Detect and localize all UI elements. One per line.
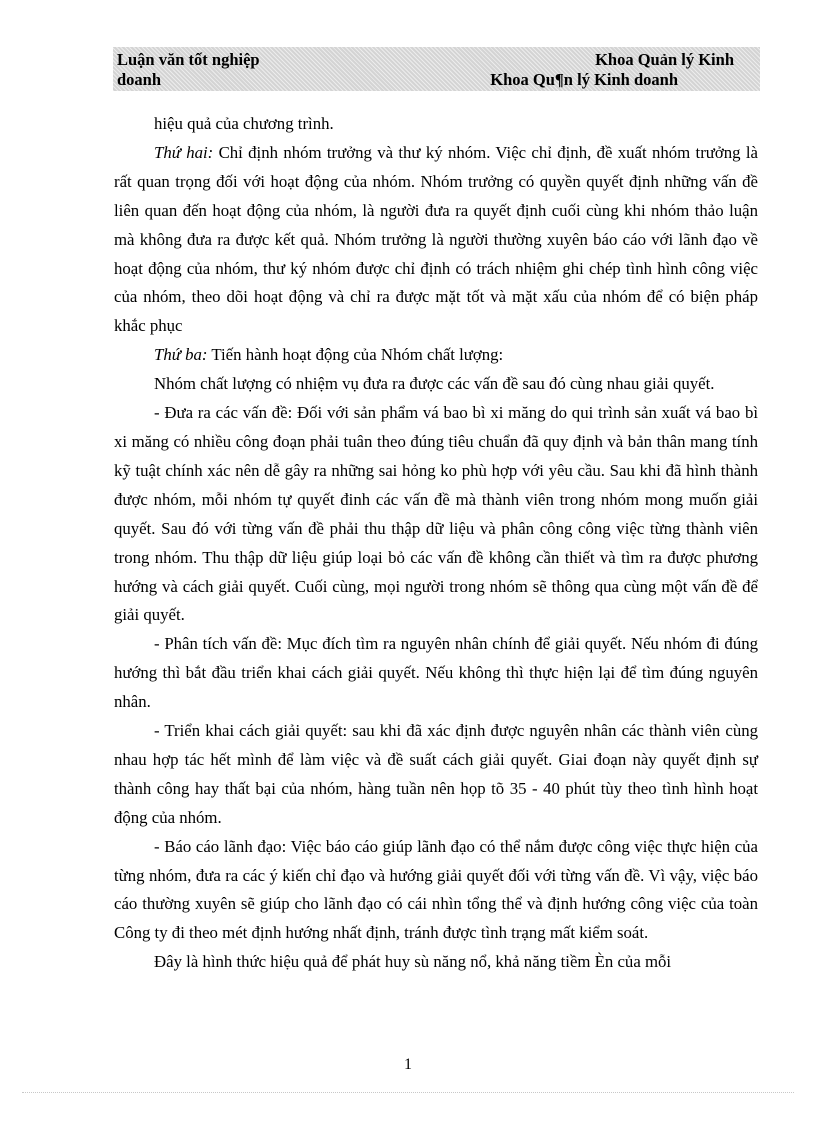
- page-number: 1: [404, 1056, 412, 1073]
- header-line-1: [117, 49, 756, 70]
- paragraph-intro-continuation: hiệu quả của chương trình.: [154, 114, 334, 133]
- paragraph-second-step: [114, 139, 758, 341]
- running-header: [113, 47, 760, 91]
- paragraph-second-text: Chỉ định nhóm trưởng và thư ký nhóm. Việc chỉ định, đề xuất nhóm trưởng là rất quan trọng đối với hoạt động của nhóm. Nhóm trưởng có quyền quyết định những vấn đề liên quan đến hoạt động của nhóm, là người đưa ra quyết định cuối cùng khi nhóm thảo luận mà không đưa ra được kết quả. Nhóm trưởng là người thường xuyên báo cáo với lãnh đạo về hoạt động của nhóm, thư ký nhóm được chỉ định có trách nhiệm ghi chép tình hình công việc của nhóm, theo dõi hoạt động và chỉ ra được mặt tốt và mặt xấu của nhóm để có biện pháp khắc phục: [114, 142, 758, 336]
- paragraph-quality-group-duty: Nhóm chất lượng có nhiệm vụ đưa ra được các vấn đề sau đó cùng nhau giải quyết.: [154, 374, 715, 394]
- paragraph-report-leadership: - Báo cáo lãnh đạo: Việc báo cáo giúp lãnh đạo có thể nắm được công việc thực hiện của từng nhóm, đưa ra các ý kiến chỉ đạo và hướng giải quyết đối với từng vấn đề. Vì vậy, việc báo cáo thường xuyên sẽ giúp cho lãnh đạo có cái nhìn tổng thể và định hướng công việc của toàn Công ty đi theo mét định hướng nhất định, tránh được tình trạng mất kiểm soát.: [114, 836, 758, 943]
- paragraph-implement-solution: - Triển khai cách giải quyết: sau khi đã xác định được nguyên nhân các thành viên cùng nhau hợp tác hết mình để làm việc và đề suất cách giải quyết. Giai đoạn này quyết định sự thành công hay thất bại của nhóm, hàng tuần nên họp tõ 35 - 40 phút tùy theo tình hình hoạt động của nhóm.: [114, 721, 758, 827]
- paragraph-raise-issues: - Đưa ra các vấn đề: Đối với sản phẩm vá bao bì xi măng do qui trình sản xuất vá bao bì xi măng có nhiều công đoạn phải tuân theo đúng tiêu chuẩn đã quy định và bản thân mang tính kỹ tuật chính xác nên dễ gây ra những sai hỏng ko phù hợp với yêu cầu. Sau khi đã hình thành được nhóm, mỗi nhóm tự quyết đinh các vấn đề mà thành viên trong nhóm mong muốn giải quyết. Sau đó với từng vấn đề phải thu thập dữ liệu và phân công công việc từng thành viên trong nhóm. Thu thập dữ liệu giúp loại bỏ các vấn đề không cần thiết và tìm ra được phương hướng và cách giải quyết. Cuối cùng, mọi người trong nhóm sẽ thông qua cùng một vấn đề để giải quyết.: [114, 403, 758, 625]
- paragraph-lead-second: Thứ hai:: [154, 142, 214, 162]
- document-body: [114, 110, 758, 977]
- header-thesis-label-continued: doanh: [117, 70, 162, 89]
- paragraph-third-step: [114, 341, 758, 370]
- header-thesis-label: Luận văn tốt nghiệp: [117, 50, 260, 69]
- header-faculty-label-garbled: Khoa Qu¶n lý Kinh doanh: [490, 70, 678, 89]
- page-bottom-divider: [22, 1092, 794, 1093]
- header-faculty-label: Khoa Quản lý Kinh: [595, 50, 734, 69]
- paragraph-analyze-issues: - Phân tích vấn đề: Mục đích tìm ra nguyên nhân chính để giải quyết. Nếu nhóm đi đúng hướng thì bắt đầu triển khai cách giải quyết. Nếu không thì thực hiện lại để tìm đúng nguyên nhân.: [114, 634, 758, 712]
- header-line-2: [117, 69, 756, 90]
- paragraph-closing: Đây là hình thức hiệu quả để phát huy sù năng nổ, khả năng tiềm Èn của mỗi: [154, 952, 672, 972]
- paragraph-third-text: Tiến hành hoạt động của Nhóm chất lượng:: [207, 345, 504, 365]
- paragraph-lead-third: Thứ ba:: [154, 345, 208, 365]
